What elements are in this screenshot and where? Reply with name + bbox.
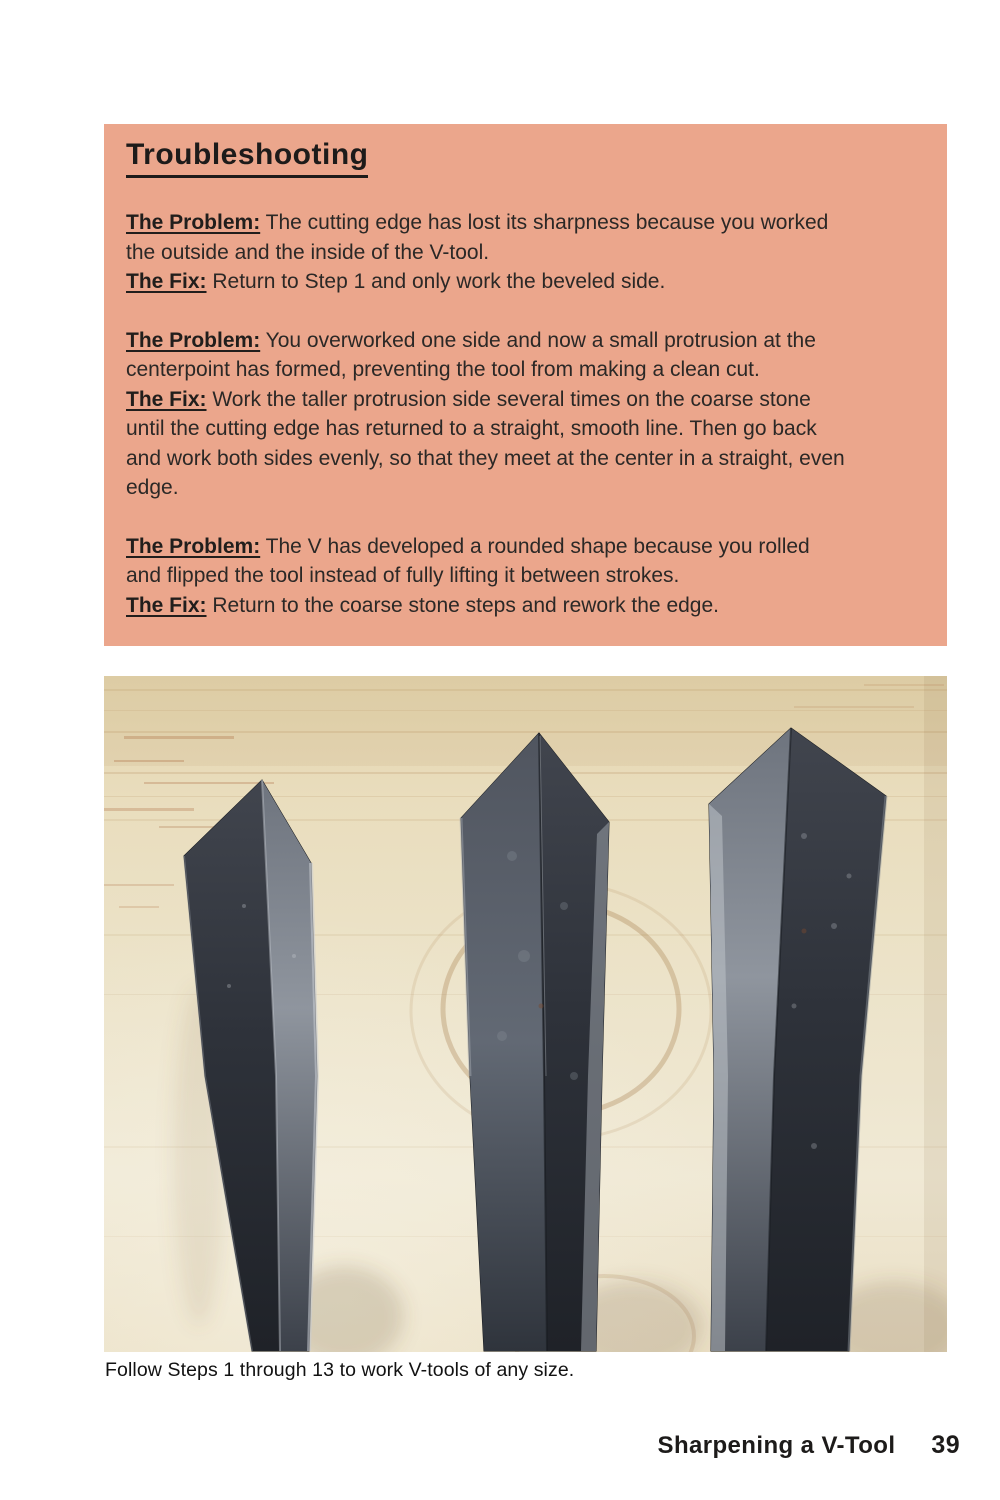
vtool-photo-illustration (104, 676, 947, 1352)
trouble-item-2 (126, 326, 848, 503)
fix-text: Work the taller protrusion side several times on the coarse stone until the cutting edge has returned to a straight, smooth line. Then go back and work both sides evenly, so that they meet at the center in a straight, even edge. (126, 387, 845, 499)
troubleshooting-box (104, 124, 947, 646)
fix-label: The Fix: (126, 593, 207, 617)
vtool-photo (104, 676, 947, 1352)
v-tool-middle (461, 733, 609, 1351)
fix-text: Return to Step 1 and only work the beveled side. (212, 270, 666, 293)
problem-label: The Problem: (126, 534, 261, 558)
fix-label: The Fix: (126, 270, 207, 293)
page-footer (658, 1431, 960, 1460)
troubleshooting-heading: Troubleshooting (126, 138, 368, 178)
problem-label: The Problem: (126, 211, 261, 234)
photo-caption: Follow Steps 1 through 13 to work V-tools of any size. (105, 1359, 575, 1381)
problem-text: You overworked one side and now a small protrusion at the centerpoint has formed, preventing the tool from making a clean cut. (126, 328, 816, 381)
problem-text: The V has developed a rounded shape because you rolled and flipped the tool instead of fully lifting it between strokes. (126, 534, 810, 587)
page-number: 39 (931, 1431, 960, 1459)
trouble-item-3 (126, 532, 848, 621)
problem-label: The Problem: (126, 328, 261, 352)
fix-text: Return to the coarse stone steps and rework the edge. (212, 593, 719, 617)
footer-section-title: Sharpening a V-Tool (657, 1432, 896, 1459)
problem-text: The cutting edge has lost its sharpness because you worked the outside and the inside of the V-tool. (126, 211, 829, 264)
trouble-item-1 (126, 208, 848, 297)
fix-label: The Fix: (126, 387, 207, 411)
